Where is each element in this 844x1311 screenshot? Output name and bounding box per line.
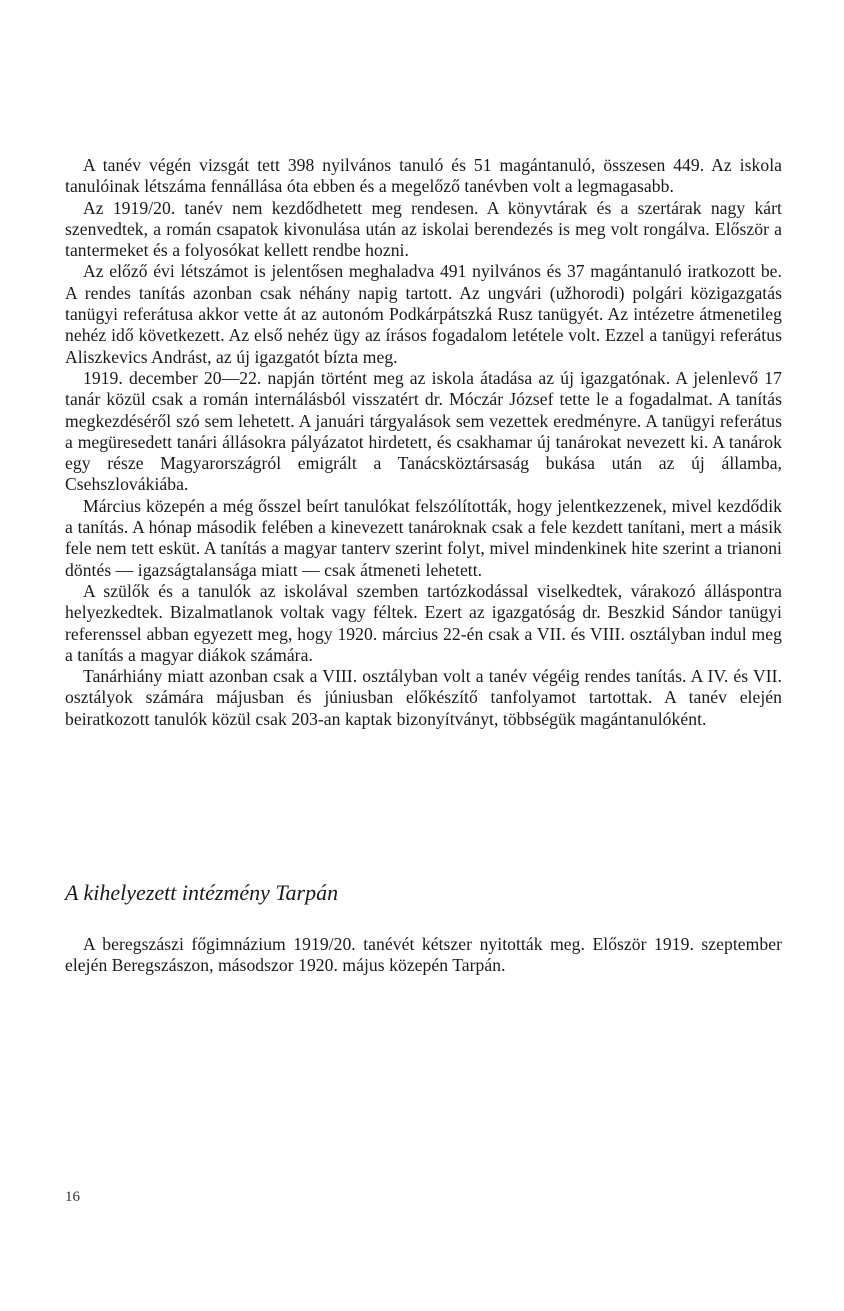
paragraph-4: 1919. december 20—22. napján történt meg az iskola átadása az új igazgatónak. A jelenlevő 17 tanár közül csak a román internálásból visszatért dr. Móczár József tette le a fogadalmat. A tanítás megkezdéséről szó sem lehetett. A januári tárgyalások sem vezettek eredményre. A tanügyi referátus a megüresedett tanári állásokra pályázatot hirdetett, és csakhamar új tanárokat nevezett ki. A tanárok egy része Magyarországról emigrált a Tanácsköztársaság bukása után az új államba, Csehszlovákiába. — [65, 367, 782, 495]
body-text — [65, 155, 782, 730]
section-body — [65, 934, 782, 977]
section-heading: A kihelyezett intézmény Tarpán — [65, 880, 339, 905]
paragraph-1: A tanév végén vizsgát tett 398 nyilvános tanuló és 51 magántanuló, összesen 449. Az iskola tanulóinak létszáma fennállása óta ebben és a megelőző tanévben volt a legmagasabb. — [65, 155, 782, 197]
section-paragraph: A beregszászi főgimnázium 1919/20. tanévét kétszer nyitották meg. Először 1919. szeptember elején Beregszászon, másodszor 1920. május közepén Tarpán. — [65, 934, 782, 976]
paragraph-5: Március közepén a még ősszel beírt tanulókat felszólították, hogy jelentkezzenek, mivel kezdődik a tanítás. A hónap második felében a kinevezett tanároknak csak a fele kezdett tanítani, mert a másik fele nem tett esküt. A tanítás a magyar tanterv szerint folyt, mivel mindenkinek hite szerint a trianoni döntés — igazságtalansága miatt — csak átmeneti lehetett. — [65, 495, 782, 580]
paragraph-2: Az 1919/20. tanév nem kezdődhetett meg rendesen. A könyvtárak és a szertárak nagy kárt szenvedtek, a román csapatok kivonulása után az iskolai berendezés is meg volt rongálva. Először a tantermeket és a folyosókat kellett rendbe hozni. — [65, 197, 782, 261]
page-number: 16 — [65, 1189, 80, 1205]
paragraph-3: Az előző évi létszámot is jelentősen meghaladva 491 nyilvános és 37 magántanuló iratkozott be. A rendes tanítás azonban csak néhány napig tartott. Az ungvári (užhorodi) polgári közigazgatás tanügyi referátusa akkor vette át az autonóm Podkárpátszká Rusz tanügyét. Az intézetre átmenetileg nehéz idő következett. Az első nehéz ügy az írásos fogadalom letétele volt. Ezzel a tanügyi referátus Aliszkevics Andrást, az új igazgatót bízta meg. — [65, 261, 782, 367]
paragraph-7: Tanárhiány miatt azonban csak a VIII. osztályban volt a tanév végéig rendes tanítás. A IV. és VII. osztályok számára májusban és júniusban előkészítő tanfolyamot tartottak. A tanév elején beiratkozott tanulók közül csak 203-an kaptak bizonyítványt, többségük magántanulóként. — [65, 666, 782, 729]
paragraph-6: A szülők és a tanulók az iskolával szemben tartózkodással viselkedtek, várakozó álláspontra helyezkedtek. Bizalmatlanok voltak vagy féltek. Ezert az igazgatóság dr. Beszkid Sándor tanügyi referenssel abban egyezett meg, hogy 1920. március 22-én csak a VII. és VIII. osztályban indul meg a tanítás a magyar diákok számára. — [65, 580, 782, 665]
